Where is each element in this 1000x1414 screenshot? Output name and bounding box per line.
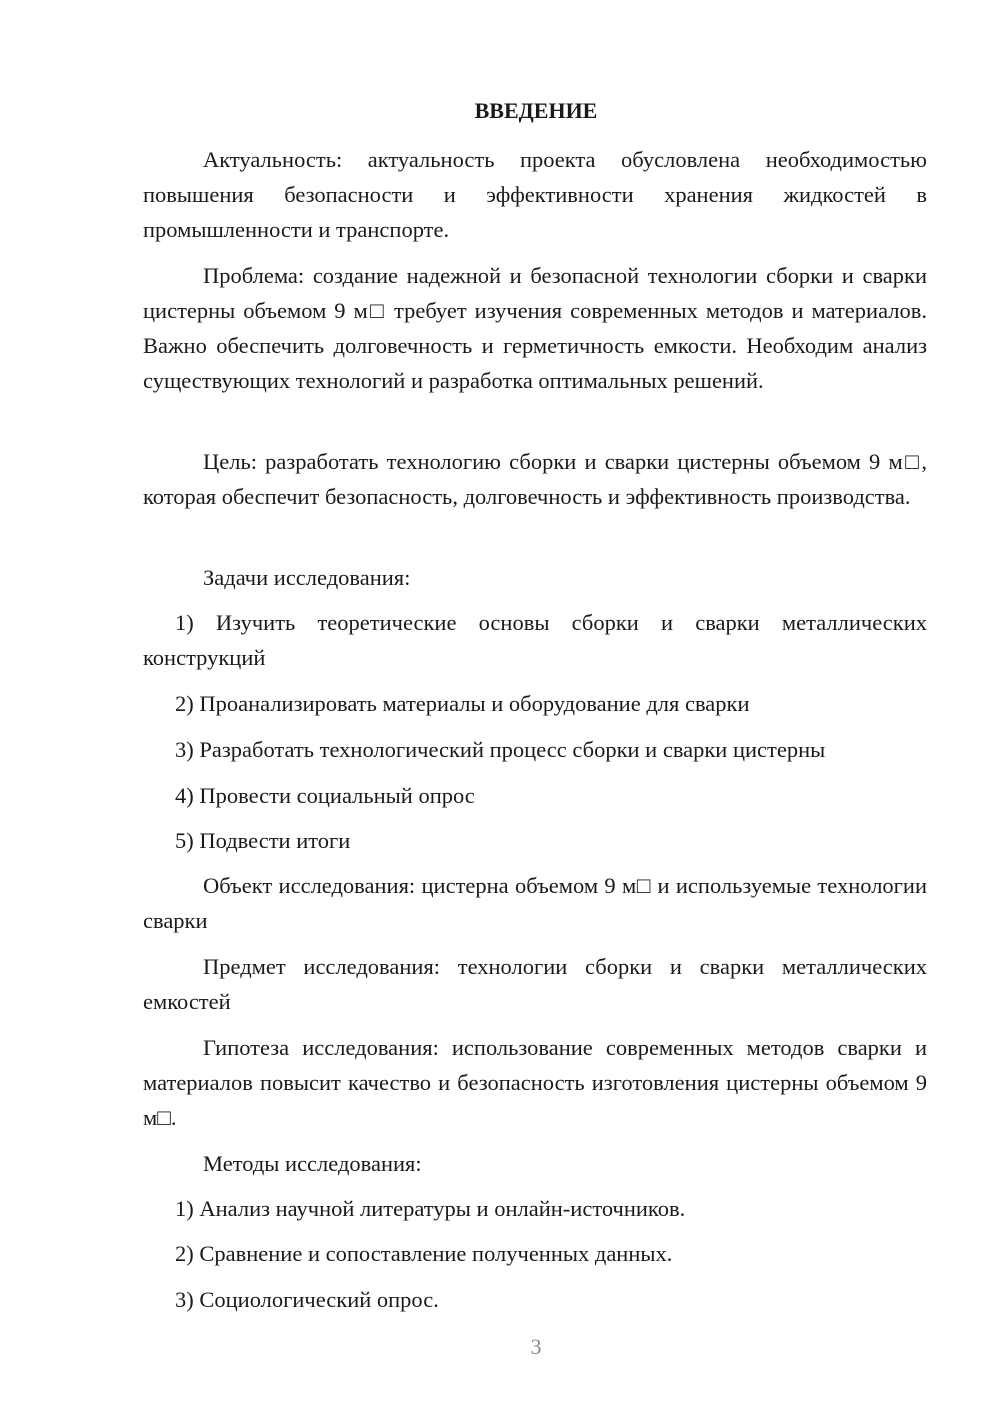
page-number: 3 xyxy=(530,1334,542,1359)
paragraph-tasks-heading: Задачи исследования: xyxy=(203,565,411,590)
method-item: 2) Сравнение и сопоставление полученных данных. xyxy=(175,1241,673,1266)
paragraph-object: Объект исследования: цистерна объемом 9 м□ и используемые технологии сварки xyxy=(143,873,927,933)
paragraph-goal: Цель: разработать технологию сборки и сварки цистерны объемом 9 м□, которая обеспечит безопасность, долговечность и эффективность производства. xyxy=(143,449,927,509)
page-title: ВВЕДЕНИЕ xyxy=(474,98,598,123)
task-item: 3) Разработать технологический процесс сборки и сварки цистерны xyxy=(175,737,826,762)
paragraph-methods-heading: Методы исследования: xyxy=(203,1151,422,1176)
paragraph-relevance: Актуальность: актуальность проекта обусловлена необходимостью повышения безопасности и эффективности хранения жидкостей в промышленности и транспорте. xyxy=(143,147,927,242)
method-item: 3) Социологический опрос. xyxy=(175,1287,439,1312)
paragraph-problem: Проблема: создание надежной и безопасной технологии сборки и сварки цистерны объемом 9 м□ требует изучения современных методов и материалов. Важно обеспечить долговечность и герметичность емкости. Необходим анализ существующих технологий и разработка оптимальных решений. xyxy=(143,263,927,393)
paragraph-subject: Предмет исследования: технологии сборки и сварки металлических емкостей xyxy=(143,954,927,1014)
paragraph-hypothesis: Гипотеза исследования: использование современных методов сварки и материалов повысит качество и безопасность изготовления цистерны объемом 9 м□. xyxy=(143,1035,927,1130)
task-item: 4) Провести социальный опрос xyxy=(175,783,475,808)
task-item: 2) Проанализировать материалы и оборудование для сварки xyxy=(175,691,750,716)
task-item: 1) Изучить теоретические основы сборки и сварки металлических конструкций xyxy=(143,610,927,670)
method-item: 1) Анализ научной литературы и онлайн-источников. xyxy=(175,1196,686,1221)
task-item: 5) Подвести итоги xyxy=(175,828,351,853)
